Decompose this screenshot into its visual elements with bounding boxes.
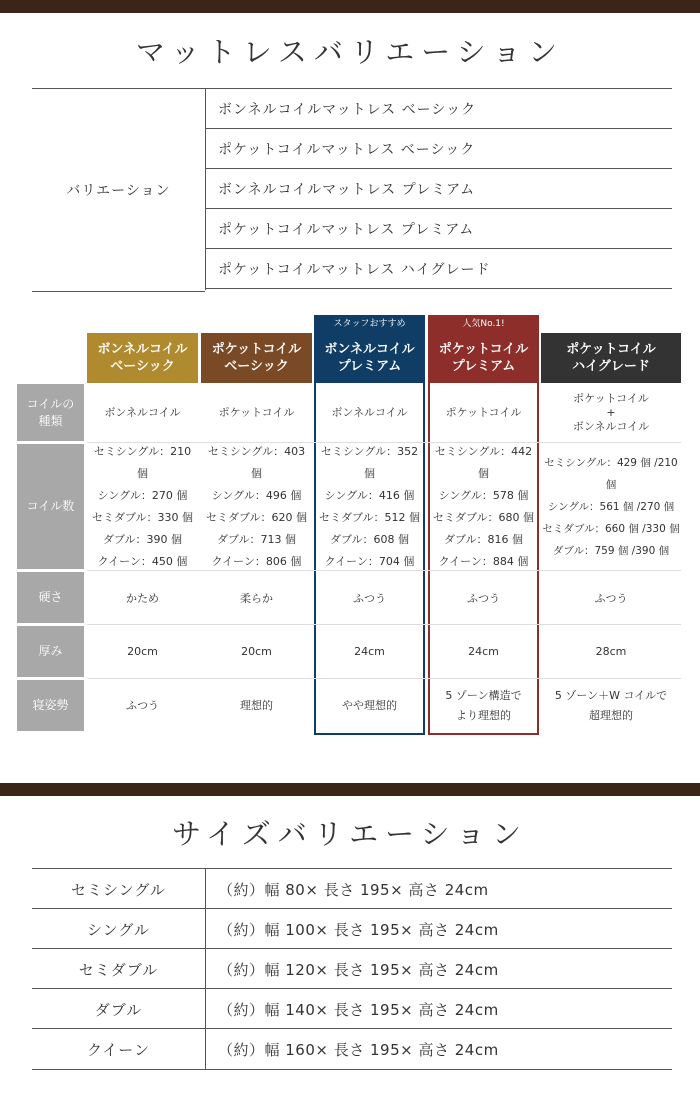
cell-line: セミシングル：210 個 xyxy=(93,444,192,480)
category-thickness: 厚み xyxy=(17,626,84,677)
variation-list xyxy=(205,88,672,290)
size-row xyxy=(32,868,672,909)
cell-coil-count xyxy=(316,444,423,569)
cell-posture xyxy=(87,680,198,731)
column-header-line: ハイグレード xyxy=(572,359,650,374)
cell-line: セミダブル：512 個 xyxy=(318,510,421,524)
category-coil-type xyxy=(17,384,84,441)
cell-coil-type xyxy=(201,384,312,441)
cell-line: シングル：496 個 xyxy=(211,488,302,502)
cell-posture xyxy=(541,680,681,731)
column-header-line: ベーシック xyxy=(224,359,289,374)
cell-posture xyxy=(430,680,537,731)
variation-item: ポケットコイルマットレス ハイグレード xyxy=(206,248,672,289)
variation-item: ボンネルコイルマットレス プレミアム xyxy=(206,168,672,208)
cell-line: ふつう xyxy=(126,698,159,712)
cell-thickness: 20cm xyxy=(241,645,272,658)
size-dimensions: （約）幅 120× 長さ 195× 高さ 24cm xyxy=(218,960,499,979)
cell-line: ダブル：759 個 /390 個 xyxy=(552,544,670,557)
category-coil-count: コイル数 xyxy=(17,444,84,569)
size-name: クイーン xyxy=(32,1029,206,1069)
cell-posture xyxy=(316,680,423,731)
cell-thickness: 24cm xyxy=(468,645,499,658)
cell-coil-type xyxy=(87,384,198,441)
row-divider xyxy=(87,624,681,625)
column-header-line: ポケットコイル xyxy=(566,342,656,357)
cell-line: セミシングル：403 個 xyxy=(207,444,306,480)
cell-posture xyxy=(201,680,312,731)
column-header-line: ボンネルコイル xyxy=(97,342,188,357)
cell-line: クイーン：704 個 xyxy=(324,554,415,568)
size-name: シングル xyxy=(32,909,206,949)
cell-line: シングル：270 個 xyxy=(97,488,188,502)
cell-line: クイーン：806 個 xyxy=(211,554,302,568)
category-label: 種類 xyxy=(38,413,63,428)
cell-line: 超理想的 xyxy=(589,708,633,722)
column-header-pocket-highgrade xyxy=(541,333,681,383)
size-dimensions: （約）幅 80× 長さ 195× 高さ 24cm xyxy=(218,880,489,899)
cell-firmness: ふつう xyxy=(594,591,628,605)
cell-line: ポケットコイル xyxy=(573,391,649,405)
cell-line: ダブル：608 個 xyxy=(329,532,410,546)
cell-line: ボンネルコイル xyxy=(331,405,408,419)
variation-item: ポケットコイルマットレス プレミアム xyxy=(206,208,672,248)
cell-line: セミシングル：429 個 /210 個 xyxy=(544,456,678,491)
column-header-bonnell-premium xyxy=(316,333,423,383)
cell-coil-type xyxy=(430,384,537,441)
cell-firmness: 柔らか xyxy=(240,591,273,605)
size-row xyxy=(32,948,672,989)
size-dimensions: （約）幅 160× 長さ 195× 高さ 24cm xyxy=(218,1040,499,1059)
size-name: セミダブル xyxy=(32,949,206,989)
column-header-line: ポケットコイル xyxy=(438,342,529,357)
cell-coil-count xyxy=(201,444,312,569)
cell-coil-type xyxy=(316,384,423,441)
cell-thickness: 28cm xyxy=(595,645,627,658)
cell-coil-count xyxy=(541,444,681,569)
size-name: ダブル xyxy=(32,989,206,1029)
cell-line: クイーン：450 個 xyxy=(97,554,188,568)
size-row xyxy=(32,908,672,949)
category-posture: 寝姿勢 xyxy=(17,680,84,731)
cell-firmness: かため xyxy=(126,591,159,605)
size-dimensions: （約）幅 100× 長さ 195× 高さ 24cm xyxy=(218,920,499,939)
cell-line: セミシングル：442 個 xyxy=(434,444,533,480)
popular-badge: 人気No.1! xyxy=(430,316,537,333)
size-dimensions: （約）幅 140× 長さ 195× 高さ 24cm xyxy=(218,1000,499,1019)
cell-line: ダブル：816 個 xyxy=(443,532,524,546)
cell-thickness: 20cm xyxy=(127,645,158,658)
cell-line: ポケットコイル xyxy=(218,405,295,419)
cell-line: セミダブル：660 個 /330 個 xyxy=(542,522,680,535)
variation-label: バリエーション xyxy=(32,88,205,292)
cell-line: やや理想的 xyxy=(342,698,397,712)
cell-line: シングル：561 個 /270 個 xyxy=(547,500,675,513)
category-label: コイルの xyxy=(26,396,75,411)
variation-item: ボンネルコイルマットレス ベーシック xyxy=(206,88,672,128)
column-header-line: プレミアム xyxy=(337,359,402,374)
size-name: セミシングル xyxy=(32,869,206,909)
row-divider xyxy=(87,678,681,679)
column-header-line: プレミアム xyxy=(451,359,516,374)
staff-recommend-badge: スタッフおすすめ xyxy=(316,316,423,333)
cell-coil-count xyxy=(87,444,198,569)
cell-firmness: ふつう xyxy=(353,591,386,605)
cell-thickness: 24cm xyxy=(354,645,385,658)
cell-line: 5 ゾーン＋W コイルで xyxy=(554,688,668,702)
column-header-bonnell-basic xyxy=(87,333,198,383)
cell-line: ダブル：390 個 xyxy=(102,532,183,546)
cell-line: シングル：578 個 xyxy=(438,488,529,502)
cell-line: ボンネルコイル xyxy=(104,405,181,419)
size-row xyxy=(32,1028,672,1070)
cell-line: クイーン：884 個 xyxy=(438,554,529,568)
cell-line: セミシングル：352 個 xyxy=(320,444,419,480)
column-header-pocket-premium xyxy=(430,333,537,383)
cell-line: セミダブル：330 個 xyxy=(91,510,194,524)
column-header-pocket-basic xyxy=(201,333,312,383)
cell-coil-count xyxy=(430,444,537,569)
column-header-line: ポケットコイル xyxy=(211,342,302,357)
category-firmness: 硬さ xyxy=(17,572,84,623)
column-header-line: ベーシック xyxy=(110,359,175,374)
cell-line: 理想的 xyxy=(240,698,273,712)
cell-line: セミダブル：620 個 xyxy=(205,510,308,524)
size-title: サイズバリエーション xyxy=(172,817,528,851)
section-divider-bar xyxy=(0,783,700,796)
size-row xyxy=(32,988,672,1029)
cell-line: セミダブル：680 個 xyxy=(432,510,535,524)
variation-title: マットレスバリエーション xyxy=(135,35,565,69)
column-header-line: ボンネルコイル xyxy=(324,342,415,357)
cell-firmness: ふつう xyxy=(467,591,500,605)
cell-line: + xyxy=(606,405,616,419)
cell-line: ボンネルコイル xyxy=(572,419,650,433)
cell-coil-type xyxy=(541,384,681,441)
cell-line: ポケットコイル xyxy=(445,405,522,419)
cell-line: 5 ゾーン構造で xyxy=(445,688,522,702)
variation-item: ポケットコイルマットレス ベーシック xyxy=(206,128,672,168)
cell-line: シングル：416 個 xyxy=(324,488,415,502)
cell-line: ダブル：713 個 xyxy=(216,532,297,546)
top-bar xyxy=(0,0,700,13)
cell-line: より理想的 xyxy=(456,708,511,722)
